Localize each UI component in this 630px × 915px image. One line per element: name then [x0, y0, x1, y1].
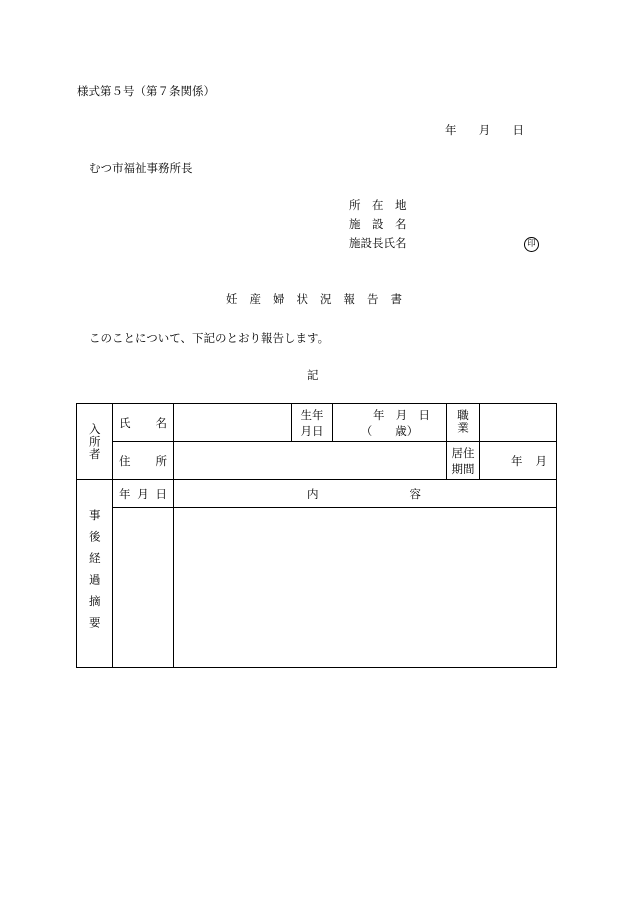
birth-day: 日	[418, 407, 430, 422]
date-month: 月	[478, 123, 491, 137]
birth-year: 年	[373, 407, 385, 422]
content-entry-cell[interactable]	[174, 508, 557, 668]
date-col-header	[113, 480, 174, 508]
ki-label: 記	[307, 368, 319, 382]
residence-period-label-cell	[447, 442, 480, 480]
addressee: むつ市福祉事務所長	[89, 161, 193, 175]
birth-label-2: 月日	[300, 423, 324, 438]
address-label-cell	[113, 442, 174, 480]
address-label-2: 所	[155, 453, 167, 468]
address-input-cell[interactable]	[174, 442, 447, 480]
date-col-year: 年	[119, 486, 131, 501]
report-table	[76, 403, 557, 668]
location-label: 所 在 地	[349, 198, 407, 212]
progress-label: 事後経過摘要	[87, 509, 102, 638]
date-entry-cell[interactable]	[113, 508, 174, 668]
resident-label: 入所者	[87, 422, 102, 461]
residence-period-label-2: 期間	[451, 461, 475, 476]
date-line	[445, 122, 524, 138]
facility-name-label: 施 設 名	[349, 217, 407, 231]
progress-label-cell	[77, 480, 113, 668]
resident-label-cell	[77, 404, 113, 480]
period-year: 年	[511, 453, 523, 468]
birth-label-cell	[292, 404, 333, 442]
seal-text: 印	[524, 237, 539, 252]
occupation-label-cell	[447, 404, 480, 442]
date-year: 年	[445, 123, 457, 137]
name-input-cell[interactable]	[174, 404, 292, 442]
date-day: 日	[512, 123, 524, 137]
content-label-2: 容	[409, 486, 421, 501]
date-col-day: 日	[155, 486, 167, 501]
birth-date-cell[interactable]	[333, 404, 447, 442]
residence-period-label-1: 居住	[451, 445, 475, 460]
table-row	[77, 404, 557, 442]
name-label-2: 名	[155, 415, 167, 430]
age-text: （ 歳）	[360, 423, 419, 438]
table-row	[77, 480, 557, 508]
seal-mark	[524, 235, 539, 252]
birth-month: 月	[395, 407, 408, 422]
content-col-header	[174, 480, 557, 508]
period-month: 月	[535, 453, 547, 468]
name-label-cell	[113, 404, 174, 442]
occupation-input-cell[interactable]	[480, 404, 557, 442]
residence-period-cell[interactable]	[480, 442, 557, 480]
table-row	[77, 442, 557, 480]
document-title: 妊産婦状況報告書	[226, 292, 414, 306]
table-row	[77, 508, 557, 668]
occupation-label: 職業	[456, 408, 470, 434]
form-number: 様式第５号（第７条関係）	[77, 84, 215, 98]
address-label-1: 住	[119, 453, 131, 468]
content-label-1: 内	[307, 486, 319, 501]
name-label-1: 氏	[119, 415, 131, 430]
director-name-label: 施設長氏名	[349, 236, 407, 250]
date-col-month: 月	[137, 486, 149, 501]
intro-text: このことについて、下記のとおり報告します。	[89, 331, 330, 345]
birth-label-1: 生年	[300, 407, 324, 422]
